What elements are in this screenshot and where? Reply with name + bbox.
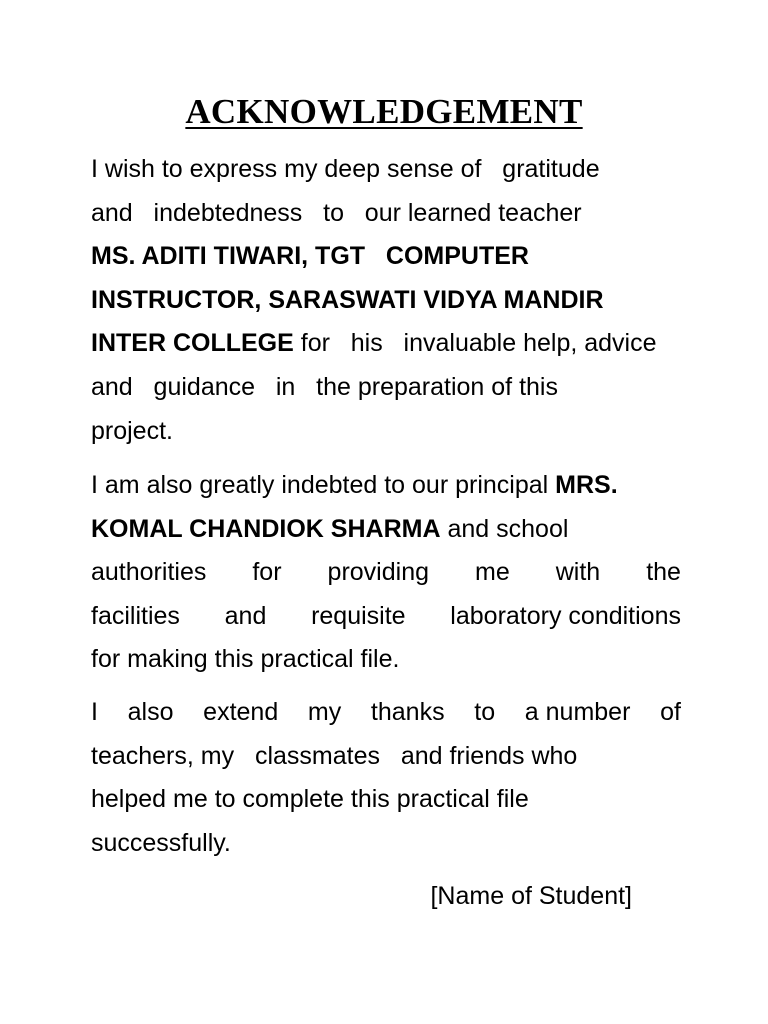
paragraph-line (91, 551, 681, 595)
paragraph-line (91, 595, 681, 639)
paragraph-line: for making this practical file. (91, 645, 400, 674)
paragraph-line: and indebtedness to our learned teacher (91, 198, 582, 227)
paragraph-text: and school (440, 514, 569, 543)
teacher-name: MS. ADITI TIWARI, TGT COMPUTER (91, 242, 529, 271)
principal-title: MRS. (555, 471, 618, 499)
paragraph-gratitude (91, 148, 681, 453)
word: the (646, 558, 681, 587)
paragraph-line: teachers, my classmates and friends who (91, 741, 578, 770)
word: authorities (91, 558, 207, 587)
word: requisite (311, 601, 406, 630)
paragraph-text: I am also greatly indebted to our principal (91, 471, 556, 499)
word: also (127, 698, 174, 726)
teacher-designation: INSTRUCTOR, SARASWATI VIDYA MANDIR (91, 285, 604, 314)
paragraph-principal (91, 464, 681, 682)
principal-name: KOMAL CHANDIOK SHARMA (91, 514, 441, 543)
word: me (475, 558, 510, 587)
paragraph-line: I wish to express my deep sense of gratitude (91, 155, 600, 183)
word: facilities (91, 601, 180, 630)
paragraph-line (91, 691, 681, 735)
student-signature: [Name of Student] (430, 882, 632, 910)
word: of (660, 698, 681, 726)
word: laboratory conditions (450, 601, 681, 630)
paragraph-text: for his invaluable help, advice (293, 329, 657, 358)
word: for (252, 558, 282, 587)
word: my (307, 698, 342, 726)
page-title: ACKNOWLEDGEMENT (185, 92, 583, 131)
word: extend (203, 698, 279, 726)
paragraph-line: helped me to complete this practical file (91, 785, 529, 814)
paragraph-thanks (91, 691, 681, 865)
word: a number (524, 698, 631, 726)
word: providing (327, 558, 429, 587)
word: I (91, 698, 98, 726)
paragraph-line (91, 464, 681, 508)
word: with (555, 558, 601, 587)
paragraph-line: successfully. (91, 828, 231, 857)
word: and (224, 601, 267, 630)
word: thanks (370, 698, 445, 726)
paragraph-line: and guidance in the preparation of this (91, 372, 558, 401)
college-name: INTER COLLEGE (91, 329, 294, 358)
word: to (474, 698, 496, 726)
paragraph-line (91, 508, 681, 552)
paragraph-line (91, 322, 681, 366)
paragraph-line: project. (91, 416, 173, 445)
